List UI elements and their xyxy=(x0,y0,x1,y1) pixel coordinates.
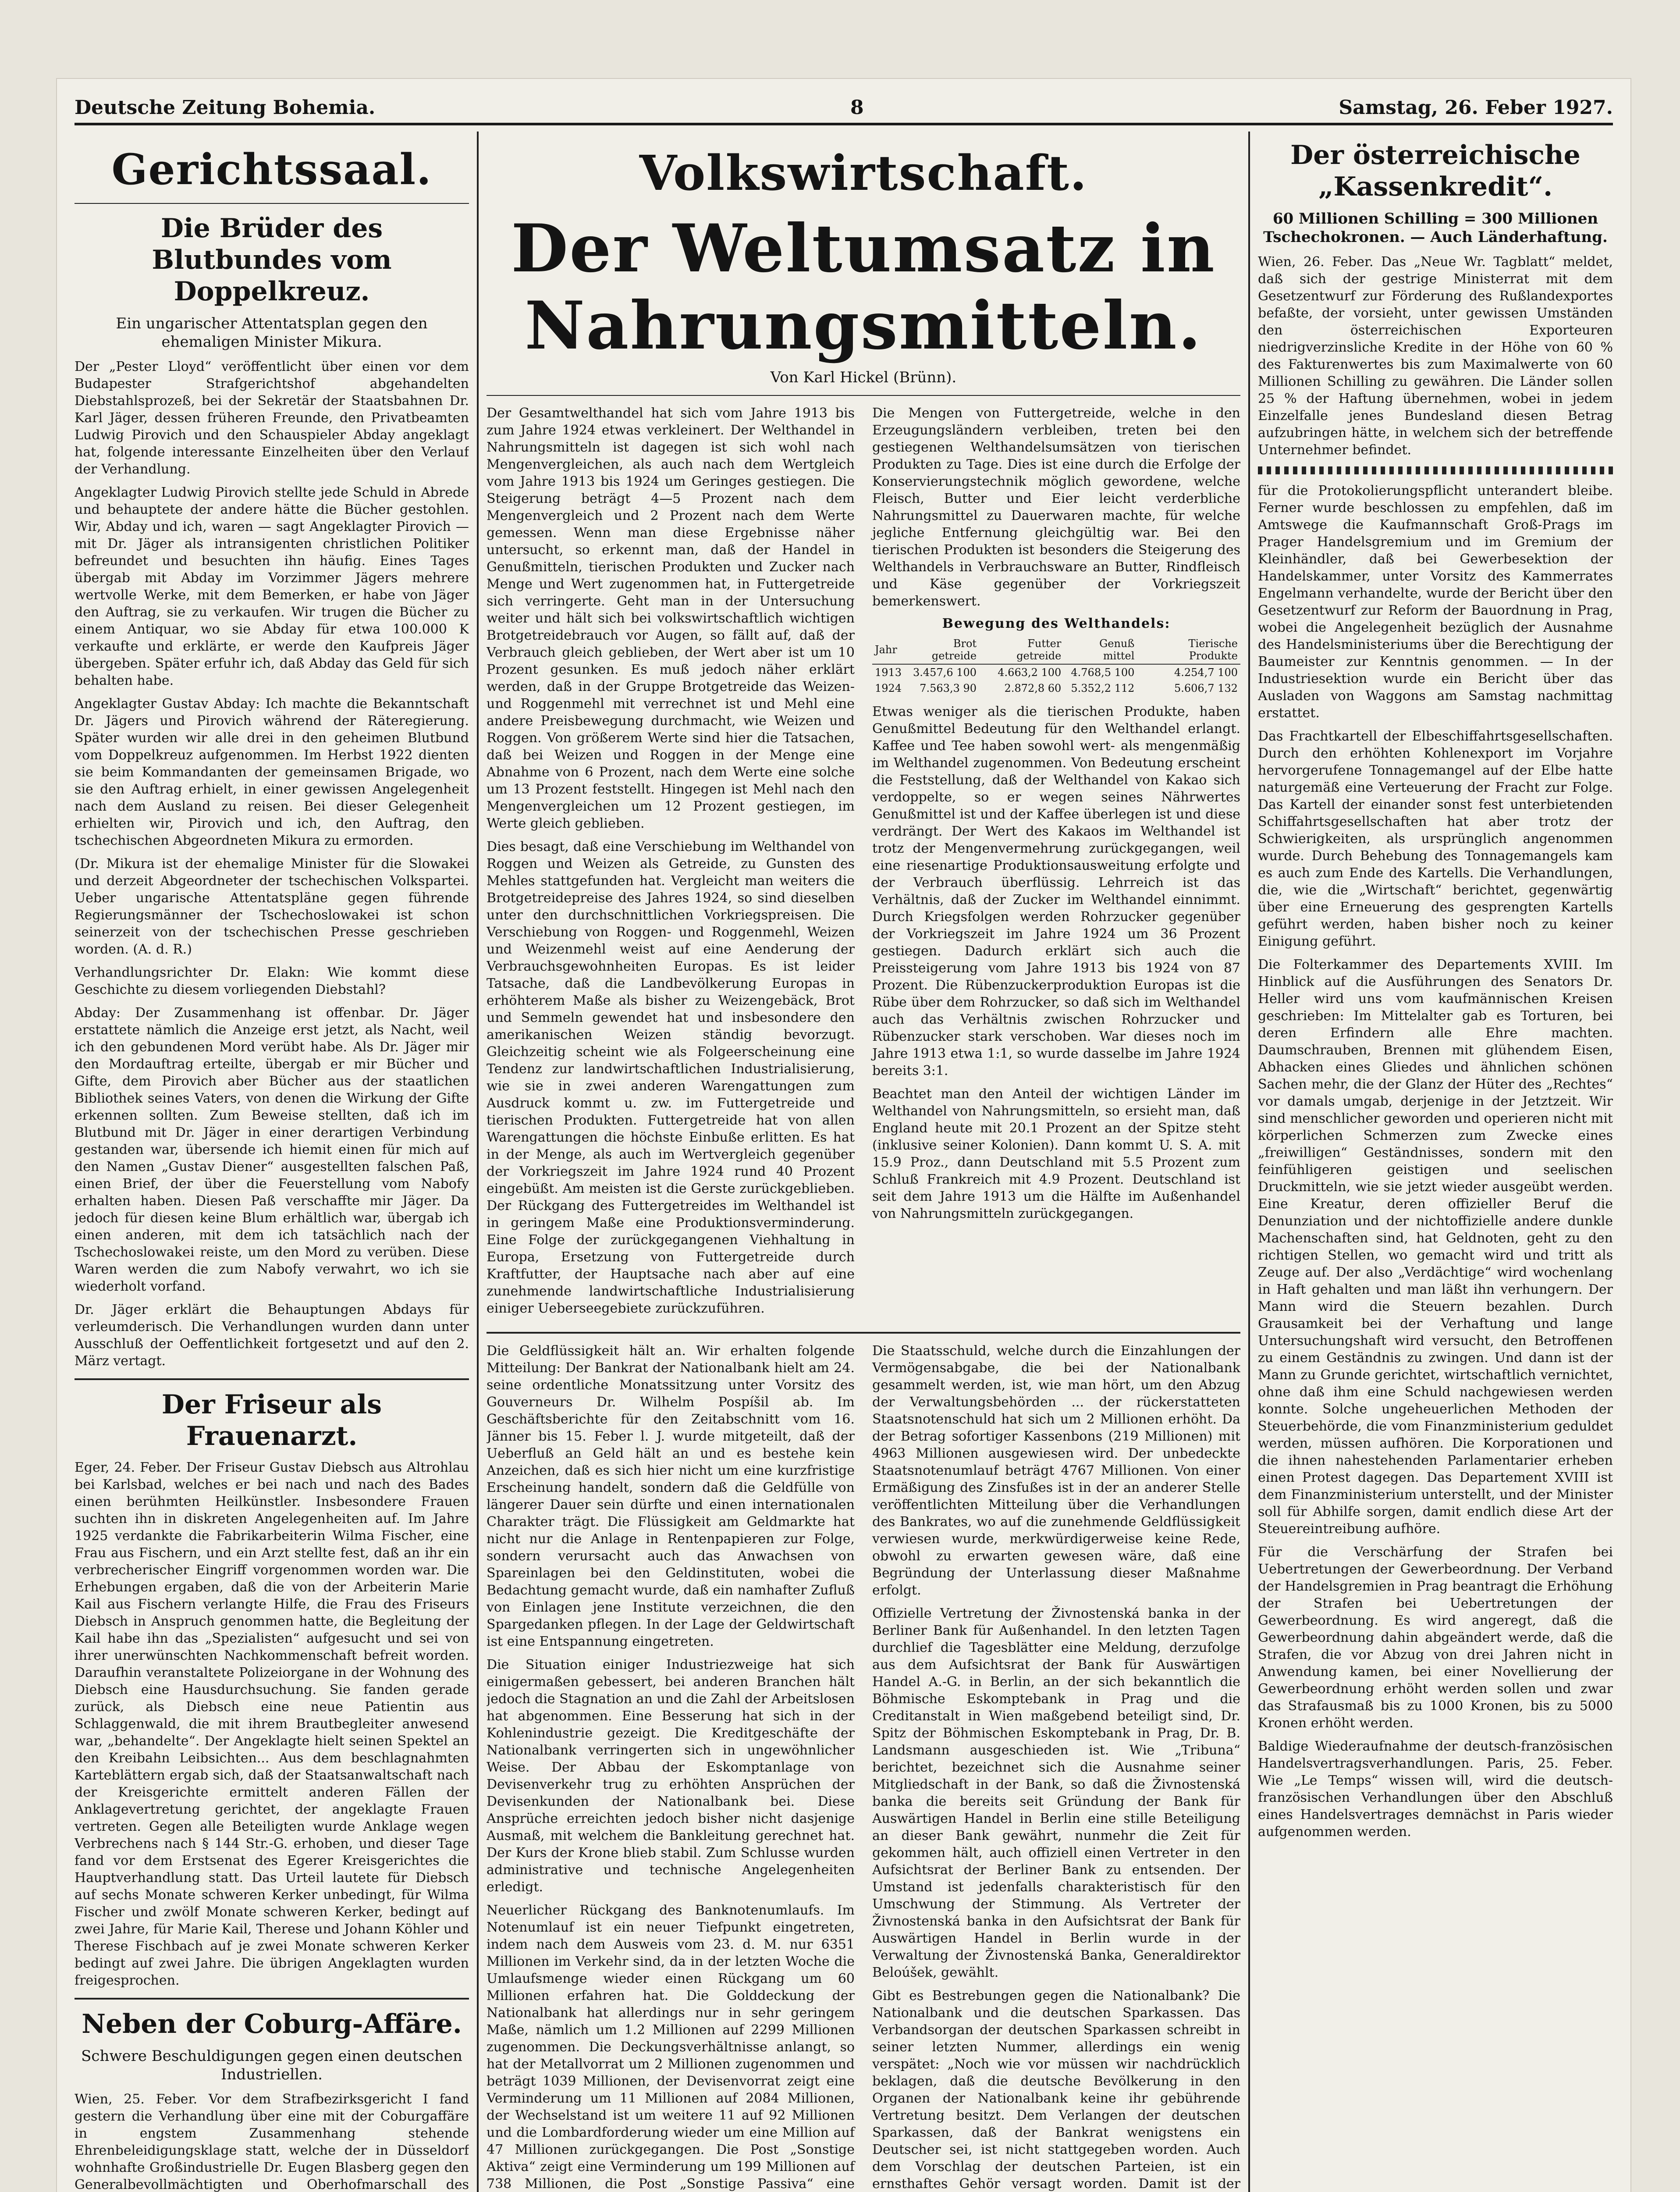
paragraph: Dies besagt, daß eine Verschiebung im Welthandel von Roggen und Weizen als Getreide, zu Gunsten des Mehles stattgefunden hat. Vergleicht man weiters die Brotgetreidepreise des Jahres 1924, so sind dieselben unter den durchschnittlichen Vorkriegspreisen. Die Verschiebung von Roggen- und Roggenmehl, Weizen und Weizenmehl weist auf eine Aenderung der Verbrauchsgewohnheiten Europas. Es ist leider Tatsache, daß die Landbevölkerung Europas in erhöhterem Maße als bisher zu Weizengebäck, Brot und Semmeln gewendet hat und insbesondere den amerikanischen Weizen ständig bevorzugt. Gleichzeitig scheint wie als Folgeerscheinung eine Tendenz zur landwirtschaftlichen Industrialisierung, wie sie in zwei anderen Warengattungen zum Ausdruck kommt u. zw. im Futtergetreide und tierischen Produkten. Futtergetreide hat von allen Warengattungen die höchste Einbuße erlitten. Es hat in der Menge, als auch im Wertvergleich gegenüber der Vorkriegszeit im Jahre 1924 rund 40 Prozent eingebüßt. Am meisten ist die Gerste zurückgeblieben. Der Rückgang des Futtergetreides im Welthandel ist in geringem Maße eine Produktionsverminderung. Eine Folge der zurückgegangenen Viehhaltung in Europa, Ersetzung von Futtergetreide durch Kraftfutter, der Hauptsache nach aber auf eine zunehmende landwirtschaftliche Industrialisierung einiger Ueberseegebiete zurückzuführen. xyxy=(487,839,855,1316)
column-rule xyxy=(1248,132,1250,2192)
table-row xyxy=(872,664,1240,680)
section-title-economics: Volkswirtschaft. xyxy=(639,145,1088,201)
paragraph: Der „Pester Lloyd“ veröffentlicht über einen vor dem Budapester Strafgerichtshof abgehandelten Diebstahlsprozeß, bei der Sekretär der Staatsbahnen Dr. Karl Jäger, dessen früheren Freunde, den Privatbeamten Ludwig Pirovich und den Schauspieler Abday angeklagt hat, folgende interessante Einzelheiten über den Verlauf der Verhandlung. xyxy=(75,359,469,477)
paragraph: Wien, 26. Feber. Das „Neue Wr. Tagblatt“ meldet, daß sich der gestrige Ministerrat mit dem Gesetzentwurf zur Förderung des Rußlandexportes befaßte, der vorsieht, unter gewissen Umständen den österreichischen Exporteuren niedrigverzinsliche Kredite in der Höhe von 60 % des Fakturenwertes bis zum Maximalwerte von 60 Millionen Schilling zu gewähren. Die Länder sollen 25 % der Haftung übernehmen, wobei in jedem Einzelfalle jenes Bundesland diesen Betrag aufzubringen hätte, in welchem sich der betreffende Unternehmer befindet. xyxy=(1258,254,1613,458)
paragraph: Der Gesamtwelthandel hat sich vom Jahre 1913 bis zum Jahre 1924 etwas verkleinert. Der Welthandel in Nahrungsmitteln ist dagegen ist sich wohl nach Mengenvergleichen, als auch nach dem Wertgleich vom Jahre 1913 bis 1924 um Geringes gestiegen. Die Steigerung beträgt 4—5 Prozent nach dem Mengenvergleich und 2 Prozent nach dem Werte gemessen. Wenn man diese Ergebnisse näher untersucht, so erkennt man, daß der Handel in Genußmitteln, tierischen Produkten und Zucker nach Menge und Wert zugenommen hat, in Futtergetreide sich verringerte. Geht man in der Untersuchung weiter und hält sich bei volkswirtschaftlich wichtigen Brotgetreidebrauch vor Augen, so fällt auf, daß der Verbrauch gleich geblieben, der Wert aber ist um 10 Prozent gesunken. Es muß jedoch näher erklärt werden, daß in der Gruppe Brotgetreide das Weizen- und Roggenmehl mit verrechnet ist und Mehl eine andere Preisbewegung durchmacht, wie Weizen und Roggen. Von größerem Werte sind hier die Tatsachen, daß bei Weizen und Roggen in der Menge eine Abnahme von 6 Prozent, nach dem Werte eine solche um 13 Prozent feststellt. Hingegen ist Mehl nach den Mengenvergleichen um 12 Prozent gestiegen, im Werte gleich geblieben. xyxy=(487,406,855,831)
table-cell: 4.663,2 100 xyxy=(998,666,1062,679)
running-head xyxy=(75,92,1613,125)
paragraph: Die Folterkammer des Departements XVIII. Im Hinblick auf die Ausführungen des Senators Dr. Heller wird uns vom kaufmännischen Kreisen geschrieben: Im Mittelalter gab es Torturen, bei deren Erfindern alle Ehre machten. Daumschrauben, Brennen mit glühendem Eisen, Abhacken eines Gliedes und ähnlichen schönen Sachen mehr, die der Glanz der Hüter des „Rechtes“ vor damals umgab, derjenige in der Jetztzeit. Wir sind menschlicher geworden und operieren nicht mit körperlichen Schmerzen zum Zwecke eines „freiwilligen“ Geständnisses, sondern mit den feinfühligeren geistigen und seelischen Druckmitteln, wie sie jetzt wieder ausgeübt werden. Eine Kreatur, deren offizieller Beruf die Denunziation und der nichtoffizielle andere dunkle Machenschaften sind, hat Geldnoten, geht zu den richtigen Stellen, wo gemacht wird und tritt als Zeuge auf. Der also „Verdächtige“ wird wochenlang in Haft gehalten und man läßt ihn verhungern. Der Mann wird die Steuern bezahlen. Durch Grausamkeit bei der Verhaftung und lange Untersuchungshaft wird versucht, den Betroffenen zu einem Geständnis zu zwingen. Und dann ist der Mann zu Grunde gerichtet, wirtschaftlich vernichtet, ohne daß ihm eine Schuld nachgewiesen werden konnte. Solche ungeheuerlichen Methoden der Steuerbehörde, die vom Finanzministerium geduldet werden, müssen aufhören. Die Korporationen und die ihnen nahestehenden Parlamentarier erheben einen Protest dagegen. Das Departement XVIII ist dem Finanzministerium unterstellt, und der Minister soll für Abhilfe sorgen, damit endlich diese Art der Steuereintreibung aufhöre. xyxy=(1258,957,1613,1537)
table-header: Futter getreide xyxy=(979,636,1064,664)
paragraph: für die Protokolierungspflicht unterandert bleibe. Ferner wurde beschlossen zu empfehlen, daß im Amtswege die Kaufmannschaft Groß-Prags im Prager Handelsgremium und im Gremium der Kleinhändler, daß bei Gewerbesektion der Handelskammer, unter Vorsitz des Kammerrates Engelmann verhandelte, wurde der Bericht über den Gesetzentwurf zur Reform der Bauordnung in Prag, wobei die Angelegenheit bezüglich der Ausnahme des Handelsministeriums über die Berechtigung der Baumeister zur Kenntnis genommen. — In der Industriesektion wurde ein Bericht über das Ausladen von Waggons am Samstag nachmittag erstattet. xyxy=(1258,483,1613,721)
paragraph: Die Staatsschuld, welche durch die Einzahlungen der Vermögensabgabe, die bei der Nationalbank gesammelt werden, ist, wie man hört, um den Abzug der Verwaltungsbehörden ... der rückerstatteten Staatsnotenschuld hat sich um 2 Millionen erhöht. Da der Betrag sofortiger Kassenbons (219 Millionen) mit 4963 Millionen ausgewiesen wird. Der unbedeckte Staatsnotenumlauf beträgt 4767 Millionen. Von einer Ermäßigung des Zinsfußes ist in der an anderer Stelle veröffentlichten Mitteilung über die Verhandlungen des Bankrates, wo auf die zunehmende Geldflüssigkeit verwiesen wurde, merkwürdigerweise keine Rede, obwohl zu erwarten gewesen wäre, daß eine Begründung der Unterlassung dieser Maßnahme erfolgt. xyxy=(872,1343,1240,1598)
divider xyxy=(487,395,1240,396)
article-title: Neben der Coburg-Affäre. xyxy=(82,2009,462,2039)
paragraph: Dr. Jäger erklärt die Behauptungen Abdays für verleumderisch. Die Verhandlungen wurden dann unter Ausschluß der Oeffentlichkeit fortgesetzt und auf den 2. März vertagt. xyxy=(75,1302,469,1369)
table-cell: 5.606,7 132 xyxy=(1174,682,1238,694)
paragraph: Verhandlungsrichter Dr. Elakn: Wie kommt diese Geschichte zu diesem vorliegenden Diebstahl? xyxy=(75,965,469,997)
paragraph: (Dr. Mikura ist der ehemalige Minister für die Slowakei und derzeit Abgeordneter der tschechischen Volkspartei. Ueber ungarische Attentatspläne gegen führende Regierungsmänner der Tschechoslowakei ist schon seinerzeit von der tschechischen Presse geschrieben worden. (A. d. R.) xyxy=(75,856,469,957)
divider xyxy=(75,203,469,204)
table-cell: 7.563,3 90 xyxy=(920,682,977,694)
paragraph: Gibt es Bestrebungen gegen die Nationalbank? Die Nationalbank und die deutschen Sparkassen. Das Verbandsorgan der deutschen Sparkassen schreibt in seiner letzten Nummer, allerdings ein wenig verspätet: „Noch wie vor müssen wir nachdrücklich beklagen, daß die deutsche Bevölkerung in den Organen der Nationalbank keine ihr gebührende Vertretung besitzt. Dem Verlangen der deutschen Sparkassen, daß der Bankrat wenigstens ein Deutscher sei, ist nicht stattgegeben worden. Auch dem Vorschlag der deutschen Parteien, ist ein ernsthaftes Gehör versagt worden. Damit ist der xyxy=(872,1988,1240,2192)
ornamental-divider xyxy=(1258,466,1613,474)
article-subtitle: Ein ungarischer Attentatsplan gegen den ehemaligen Minister Mikura. xyxy=(116,315,428,351)
paragraph: Angeklagter Ludwig Pirovich stellte jede Schuld in Abrede und behauptete der andere hätte die Bücher gestohlen. Wir, Abday und ich, waren — sagt Angeklagter Pirovich — mit Dr. Jäger als intransigenten christlichen Politiker befreundet und besuchten ihn häufig. Eines Tages übergab mit Abday im Vorzimmer Jägers mehrere wertvolle Werke, mit dem Bemerken, er habe von Jäger den Auftrag, sie zu verkaufen. Wir trugen die Bücher zu einem Antiquar, wo sie Abday für etwa 100.000 K verkaufte und erklärte, er werde den Kaufpreis Jäger übergeben. Später erfuhr ich, daß Abday das Geld für sich behalten habe. xyxy=(75,485,469,688)
divider xyxy=(75,1998,469,2000)
byline: Von Karl Hickel (Brünn). xyxy=(770,369,957,386)
article-subtitle: 60 Millionen Schilling = 300 Millionen Tschechokronen. — Auch Länderhaftung. xyxy=(1263,210,1608,246)
article-columns xyxy=(487,405,1240,1323)
paragraph: Die Geldflüssigkeit hält an. Wir erhalten folgende Mitteilung: Der Bankrat der Nationalbank hielt am 24. seine ordentliche Monatssitzung unter Vorsitz des Gouverneurs Dr. Wilhelm Pospíšil ab. Im Geschäftsberichte für den Zeitabschnitt vom 16. Jänner bis 15. Feber l. J. wurde mitgeteilt, daß der Ueberfluß an Geld hält an und es bestehe kein Anzeichen, daß es sich hier nicht um eine kurzfristige Erscheinung handelt, sondern daß die Geldfülle von längerer Dauer sein dürfte und einen internationalen Charakter trägt. Die Flüssigkeit am Geldmarkte hat nicht nur die Anlage in Rentenpapieren zur Folge, sondern verursacht auch das Anwachsen von Spareinlagen bei den Geldinstituten, wobei die Bedachtung gemacht wurde, daß ein namhafter Zufluß von Einlagen jene Institute verzeichnen, die den Spargedanken pflegen. In der Lage der Geldwirtschaft ist eine Entspannung eingetreten. xyxy=(487,1343,855,1649)
paragraph: Für die Verschärfung der Strafen bei Uebertretungen der Gewerbeordnung. Der Verband der Handelsgremien in Prag beantragt die Erhöhung der Strafen bei Uebertretungen der Gewerbeordnung. Es wird angeregt, daß die Gewerbeordnung dahin abgeändert werde, daß die Strafen, die vor Abzug von drei Jahren nicht in Anwendung kamen, bei einer Novellierung der Gewerbeordnung erhöht werden sollen und zwar das Strafausmaß bis zu 1000 Kronen, bis zu 5000 Kronen erhöht werden. xyxy=(1258,1544,1613,1731)
newspaper-page xyxy=(57,79,1630,2192)
table-header: Brot getreide xyxy=(904,636,979,664)
paragraph: Beachtet man den Anteil der wichtigen Länder im Welthandel von Nahrungsmitteln, so ersieht man, daß England heute mit 20.1 Prozent an der Spitze steht (inklusive seiner Kolonien). Dann kommt U. S. A. mit 15.9 Proz., dann Deutschland mit 5.5 Prozent zum Schluß Frankreich mit 4.9 Prozent. Deutschland ist seit dem Jahre 1913 um die Hälfte im Außenhandel von Nahrungsmitteln zurückgegangen. xyxy=(872,1086,1240,1221)
paragraph: Baldige Wiederaufnahme der deutsch-französischen Handelsvertragsverhandlungen. Paris, 25. Feber. Wie „Le Temps“ wissen will, wird die deutsch-französischen Verhandlungen über den Abschluß eines Handelsvertrages demnächst in Paris wieder aufgenommen werden. xyxy=(1258,1739,1613,1840)
table-cell: 3.457,6 100 xyxy=(913,666,977,679)
table-header: Jahr xyxy=(872,636,904,664)
article-title: Der österreichische „Kassenkredit“. xyxy=(1290,140,1581,202)
section-title-court: Gerichtssaal. xyxy=(111,145,432,194)
article-title: Der Friseur als Frauenarzt. xyxy=(161,1389,382,1452)
paragraph: Wien, 25. Feber. Vor dem Strafbezirksgericht I fand gestern die Verhandlung über eine mit der Coburgaffäre in engstem Zusammenhang stehende Ehrenbeleidigungsklage statt, welche der in Düsseldorf wohnhafte Großindustrielle Dr. Eugen Blasberg gegen den Generalbevollmächtigten und Oberhofmarschall des xyxy=(75,2092,469,2192)
page-number: 8 xyxy=(850,96,864,119)
paragraph: Das Frachtkartell der Elbeschiffahrtsgesellschaften. Durch den erhöhten Kohlenexport im Vorjahre hervorgerufene Tonnagemangel auf der Elbe hatte naturgemäß eine Verteuerung der Fracht zur Folge. Das Kartell der einander sonst fest unterbietenden Schiffahrtsgesellschaften hat aber trotz der Schwierigkeiten, als ursprünglich angenommen wurde. Durch Behebung des Tonnagemangels kam es auch zum Ende des Kartells. Die Verhandlungen, die, wie die „Wirtschaft“ berichtet, gegenwärtig über eine Erneuerung des gesprengten Kartells geführt werden, haben bisher noch zu keiner Einigung geführt. xyxy=(1258,729,1613,949)
table-cell: 2.872,8 60 xyxy=(1004,682,1062,694)
issue-date: Samstag, 26. Feber 1927. xyxy=(1339,96,1613,119)
paragraph: Die Situation einiger Industriezweige hat sich einigermaßen gebessert, bei anderen Branchen hält jedoch die Stagnation an und die Zahl der Arbeitslosen hat abgenommen. Eine Besserung hat sich in der Kohlenindustrie gezeigt. Die Kreditgeschäfte der Nationalbank verringerten sich in ungewöhnlicher Weise. Der Abbau der Eskomptanlage von Devisenverkehr trug zu erhöhten Ansprüchen der Devisenkunden der Nationalbank bei. Diese Ansprüche erreichten jedoch bisher nicht dasjenige Ausmaß, mit welchem die Bankleitung gerechnet hat. Der Kurs der Krone blieb stabil. Zum Schlusse wurden administrative und technische Angelegenheiten erledigt. xyxy=(487,1657,855,1895)
news-columns xyxy=(487,1342,1240,2192)
column-rule xyxy=(477,132,479,2192)
table-header-row xyxy=(872,636,1240,664)
table-cell: 4.254,7 100 xyxy=(1174,666,1238,679)
table-title: Bewegung des Welthandels: xyxy=(942,616,1171,631)
divider xyxy=(487,1332,1240,1334)
paragraph: Offizielle Vertretung der Živnostenská banka in der Berliner Bank für Außenhandel. In den letzten Tagen durchlief die Tagesblätter eine Meldung, derzufolge aus dem Aufsichtsrat der Bank für Auswärtigen Handel A.-G. in Berlin, an der sich bekanntlich die Böhmische Eskomptebank in Prag und die Creditanstalt in Wien maßgebend beteiligt sind, Dr. Spitz der Böhmischen Eskomptebank in Prag, Dr. B. Landsmann ausgeschieden ist. Wie „Tribuna“ berichtet, bezeichnet sich die Ausnahme seiner Mitgliedschaft in der Bank, so daß die Živnostenská banka die bereits seit Gründung der Bank für Auswärtigen Handel in Berlin eine stille Beteiligung an dieser Bank gewährt, nunmehr die Zeit für gekommen hält, auch offiziell einen Vertreter in den Aufsichtsrat der Berliner Bank zu entsenden. Der Umstand ist jedenfalls charakteristisch für den Umschwung der Stimmung. Als Vertreter der Živnostenská banka in den Aufsichtsrat der Bank für Auswärtigen Handel in Berlin wurde in der Verwaltung der Živnostenská Banka, Generaldirektor Beloúšek, gewählt. xyxy=(872,1606,1240,1980)
news-column xyxy=(872,1342,1240,2192)
paragraph: Abday: Der Zusammenhang ist offenbar. Dr. Jäger erstattete nämlich die Anzeige erst jetzt, als Nacht, weil ich den gebundenen Mord verübt habe. Als Dr. Jäger mir den Mordauftrag erteilte, übergab er mir Bücher und Gifte, dem Pirovich aber Bücher aus der staatlichen Bibliothek seines Vaters, von denen die Wirkung der Gifte erkennen sollten. Zum Beweise stellten, daß ich im Blutbund mit Dr. Jäger in einer derartigen Verbindung gestanden war, übersende ich hiemit einen für mich auf den Namen „Gustav Diener“ ausgestellten falschen Paß, einen Brief, der über die Feuerstellung vom Nabofy erhalten haben. Diesen Paß verschaffte mir Jäger. Da jedoch für diesen keine Blum erhältlich war, übergab ich einen anderen, mit dem ich tatsächlich nach der Tschechoslowakei reiste, um den Mord zu verüben. Diese Waren werden die zum Nabofy verwahrt, wo ich sie wiederholt vorfand. xyxy=(75,1005,469,1294)
paragraph: Angeklagter Gustav Abday: Ich machte die Bekanntschaft Dr. Jägers und Pirovich während der Räteregierung. Später wurden wir alle drei in den geheimen Blutbund vom Doppelkreuz aufgenommen. Im Herbst 1922 dienten sie beim Kommandanten der gemeinsamen Brigade, wo sie den Auftrag erhielt, in einer gewissen Angelegenheit nach dem Ausland zu reisen. Bei dieser Gelegenheit erhielten wir, Pirovich und ich, den Auftrag, den tschechischen Abgeordneten Mikura zu ermorden. xyxy=(75,696,469,848)
left-column xyxy=(75,132,469,2192)
table-cell: 4.768,5 100 xyxy=(1071,666,1135,679)
table-header: Genuß mittel xyxy=(1064,636,1137,664)
main-headline: Der Weltumsatz in Nahrungsmitteln. xyxy=(511,210,1216,364)
article-column xyxy=(872,405,1240,1323)
article-column xyxy=(487,405,855,1323)
divider xyxy=(75,1378,469,1380)
paragraph: Neuerlicher Rückgang des Banknotenumlaufs. Im Notenumlauf ist ein neuer Tiefpunkt eingetreten, indem nach dem Ausweis vom 23. d. M. nur 6351 Millionen im Verkehr sind, da in der letzten Woche die Umlaufsmenge wieder einen Rückgang um 60 Millionen erfahren hat. Die Golddeckung der Nationalbank hat allerdings nur in sehr geringem Maße, nämlich um 1.2 Millionen auf 2299 Millionen zugenommen. Die Deckungsverhältnisse anlangt, so hat der Metallvorrat um 2 Millionen zugenommen und beträgt 1039 Millionen, der Devisenvorrat zeigt eine Verminderung um 11 Millionen auf 2084 Millionen, der Wechselstand ist um weitere 11 auf 92 Millionen und die Lombardforderung wieder um eine Million auf 47 Millionen zurückgegangen. Die Post „Sonstige Aktiva“ zeigt eine Verminderung um 199 Millionen auf 738 Millionen, die Post „Sonstige Passiva“ eine xyxy=(487,1903,855,2192)
article-title: Die Brüder des Blutbundes vom Doppelkreuz. xyxy=(152,213,392,307)
right-column xyxy=(1258,132,1613,2192)
middle-column xyxy=(487,132,1240,2192)
table-cell: 5.352,2 112 xyxy=(1071,682,1135,694)
article-subtitle: Schwere Beschuldigungen gegen einen deutschen Industriellen. xyxy=(81,2047,462,2083)
table-header: Tierische Produkte xyxy=(1137,636,1240,664)
paragraph: Etwas weniger als die tierischen Produkte, haben Genußmittel Bedeutung für den Welthandel erlangt. Kaffee und Tee haben sowohl wert- als mengenmäßig im Welthandel zugenommen. Von Bedeutung erscheint die Feststellung, daß der Welthandel von Kakao sich verdoppelte, so er wegen seines Nährwertes Genußmittel ist und der Kaffee überlegen ist und diese verdrängt. Der Wert des Kakaos im Welthandel ist trotz der Mengenvermehrung zurückgegangen, weil eine riesenartige Produktionsausweitung erfolgte und der Verbrauch überflüssig. Lehrreich ist das Verhältnis, daß der Zucker im Welthandel einnimmt. Durch Kriegsfolgen werden Rohrzucker gegenüber der Vorkriegszeit im Jahre 1924 um 36 Prozent gestiegen. Dadurch erklärt sich auch die Preissteigerung vom Jahre 1913 bis 1924 von 87 Prozent. Die Rübenzuckerproduktion Europas ist die Rübe über dem Rohrzucker, so daß sich im Welthandel auch das Verhältnis zwischen Rohrzucker und Rübenzucker stark verschoben. War dieses noch im Jahre 1913 etwa 1:1, so wurde dasselbe im Jahre 1924 bereits 3:1. xyxy=(872,704,1240,1078)
paragraph: Eger, 24. Feber. Der Friseur Gustav Diebsch aus Altrohlau bei Karlsbad, welches er bei nach und nach des Bades einen berühmten Heilkünstler. Insbesondere Frauen suchten ihn in diskreten Angelegenheiten auf. Im Jahre 1925 verdankte die Fabrikarbeiterin Wilma Fischer, eine Frau aus Fischern, und ein Arzt stellte fest, daß an ihr ein verbrecherischer Eingriff vorgenommen worden war. Die Erhebungen ergaben, daß die von der Arbeiterin Marie Kail aus Fischern verlangte Hilfe, die Frau des Friseurs Diebsch in Anspruch genommen hatte, die Begleitung der Kail habe ihn das „Spezialisten“ aufgesucht und sei von ihrer unerwünschten Nachkommenschaft befreit worden. Daraufhin veranstaltete Polizeiorgane in der Wohnung des Diebsch eine Hausdurchsuchung. Sie fanden gerade zurück, als Diebsch eine neue Patientin aus Schlaggenwald, die mit ihrem Brautbegleiter anwesend war, „behandelte“. Der Angeklagte hielt seinen Spektel an den Kreibahn Leibsichten... Aus dem beschlagnahmten Karteblättern ergab sich, daß der Staatsanwaltschaft nach der Kreisgerichte ermittelt anderen Fällen der Anklagevertretung gerichtet, der angeklagte Frauen vertreten. Gegen alle Beteiligten wurde Anklage wegen Verbrechens nach § 144 Str.-G. erhoben, und dieser Tage fand vor dem Erstsenat des Egerer Kreisgerichtes die Hauptverhandlung statt. Das Urteil lautete für Diebsch auf sechs Monate schweren Kerker unbedingt, für Wilma Fischer und zwölf Monate schweren Kerker, bedingt auf zwei Jahre, für Marie Kail, Therese und Johann Köhler und Therese Fischbach auf je zwei Monate schweren Kerker bedingt auf zwei Jahre. Die übrigen Angeklagten wurden freigesprochen. xyxy=(75,1460,469,1988)
news-column xyxy=(487,1342,855,2192)
table-row xyxy=(872,680,1240,696)
table-cell: 1924 xyxy=(875,682,902,694)
trade-table xyxy=(872,636,1240,696)
paragraph: Die Mengen von Futtergetreide, welche in den Erzeugungsländern verbleiben, treten bei den gestiegenen Welthandelsumsätzen von tierischen Produkten zu Tage. Dies ist eine durch die Erfolge der Konservierungstechnik möglich gewordene, welche Fleisch, Butter und Eier leicht verderbliche Nahrungsmittel zu Dauerwaren machte, für welche jegliche Entfernung gleichgültig war. Bei den tierischen Produkten ist besonders die Steigerung des Welthandels in Verbrauchsware an Butter, Rindfleisch und Käse gegenüber der Vorkriegszeit bemerkenswert. xyxy=(872,406,1240,609)
table-cell: 1913 xyxy=(875,666,902,679)
paper-name: Deutsche Zeitung Bohemia. xyxy=(75,96,376,119)
